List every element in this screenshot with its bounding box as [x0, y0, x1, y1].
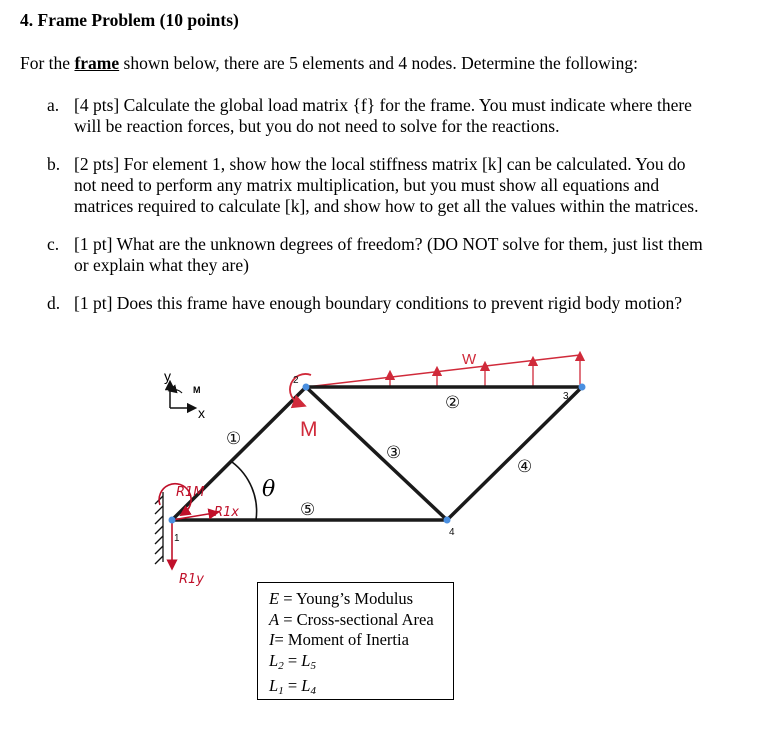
axis-x-label: x [198, 405, 205, 421]
reaction-moment-label: R1M [176, 485, 205, 500]
angle-label: θ [262, 477, 276, 502]
question-line: matrices required to calculate [k], and show how to get all the values within the matrices. [74, 196, 699, 216]
legend-symbol: A [269, 609, 280, 629]
element-label-5: ⑤ [300, 500, 316, 520]
question-line: [2 pts] For element 1, show how the local stiffness matrix [k] can be calculated. You do [74, 154, 686, 174]
node-1 [169, 517, 176, 524]
element-label-1: ① [226, 429, 242, 449]
legend-text: = Young’s Modulus [279, 589, 414, 608]
legend-text: = Moment of Inertia [274, 630, 409, 649]
question-letter: d. [47, 293, 61, 313]
distributed-load [306, 351, 580, 387]
member-1 [172, 387, 306, 520]
intro-frame-word: frame [74, 53, 120, 73]
node-label-3: 3 [563, 391, 569, 402]
node-label-1: 1 [174, 533, 180, 544]
node-3 [579, 384, 586, 391]
axis-y-label: y [164, 368, 171, 384]
eq-sym: L [269, 676, 279, 695]
eq-sub: 2 [278, 659, 284, 672]
node-label-4: 4 [449, 527, 455, 538]
reactions [159, 484, 239, 587]
question-line: or explain what they are) [74, 255, 249, 275]
node-2 [303, 384, 310, 391]
legend-line [269, 589, 453, 610]
legend-line [269, 610, 453, 631]
axis-moment-label: M [193, 385, 201, 395]
question-letter: a. [47, 95, 60, 115]
node-label-2: 2 [293, 375, 299, 386]
intro-before: For the [20, 53, 75, 73]
question-line: [1 pt] What are the unknown degrees of freedom? (DO NOT solve for them, just list them [74, 234, 703, 254]
legend-line [269, 630, 453, 651]
member-3 [306, 387, 447, 520]
reaction-x-label: R1x [214, 505, 239, 520]
legend-eq-lengths-b: $L_1 = L_4$ [269, 676, 316, 697]
legend-box [257, 582, 454, 700]
question-line: [4 pts] Calculate the global load matrix {f} for the frame. You must indicate where there [74, 95, 692, 115]
eq-sub: 1 [278, 685, 284, 697]
eq-sub: 4 [310, 685, 316, 697]
element-label-4: ④ [517, 457, 533, 477]
question-letter: c. [47, 234, 60, 254]
eq-sym: L [269, 650, 279, 670]
axes-icon [164, 368, 205, 421]
problem-title: 4. Frame Problem (10 points) [20, 10, 239, 30]
question-line: will be reaction forces, but you do not need to solve for the reactions. [74, 116, 560, 136]
reaction-y-label: R1y [179, 572, 204, 587]
frame-members [172, 387, 582, 520]
element-label-2: ② [445, 393, 461, 413]
question-letter: b. [47, 154, 61, 174]
eq-sym: L [301, 676, 311, 695]
member-4 [447, 387, 582, 520]
element-label-3: ③ [386, 443, 402, 463]
legend-text: = Cross-sectional Area [279, 609, 434, 629]
legend-eq-lengths-a: $L_2 = L_5$ [269, 650, 316, 672]
moment-label: M [300, 418, 318, 441]
eq-sub: 5 [310, 659, 316, 672]
legend-symbol: E [269, 589, 280, 608]
question-line: [1 pt] Does this frame have enough boundary conditions to prevent rigid body motion? [74, 293, 682, 313]
node-4 [444, 517, 451, 524]
legend-symbol: I [269, 630, 275, 649]
question-line: not need to perform any matrix multiplication, but you must show all equations and [74, 175, 660, 195]
load-label: W [462, 351, 477, 368]
eq-sym: L [301, 650, 311, 670]
intro-after: shown below, there are 5 elements and 4 nodes. Determine the following: [119, 53, 639, 73]
